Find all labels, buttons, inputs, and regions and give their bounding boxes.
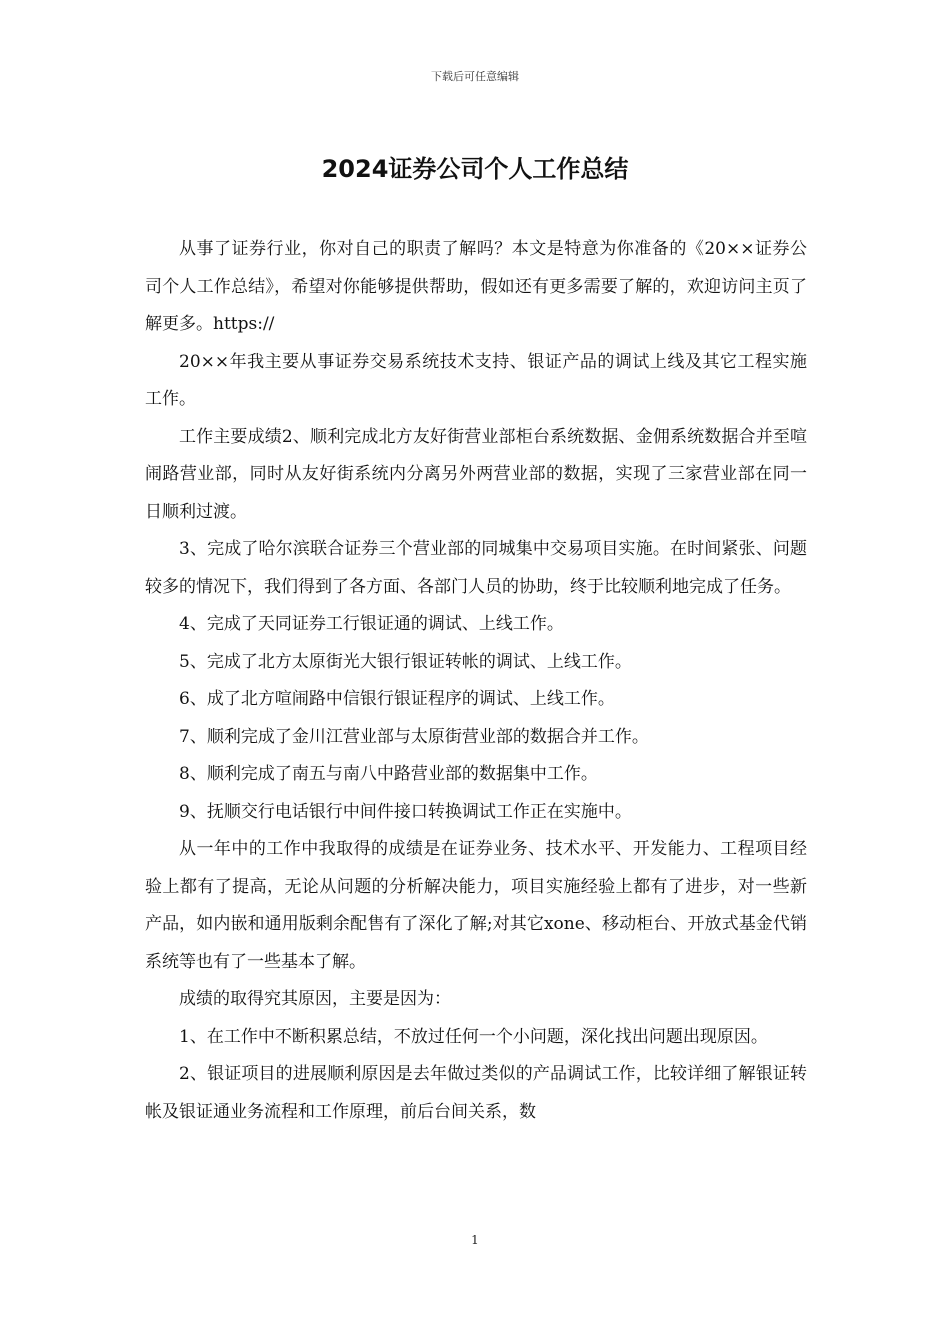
paragraph-achievement-8: 8、顺利完成了南五与南八中路营业部的数据集中工作。 <box>179 764 598 784</box>
document-title: 2024证券公司个人工作总结 <box>321 155 629 183</box>
paragraph-summary: 从一年中的工作中我取得的成绩是在证券业务、技术水平、开发能力、工程项目经验上都有了提高，无论从问题的分析解决能力，项目实施经验上都有了进步，对一些新产品，如内嵌和通用版剩余配售有了深化了解;对其它xone、移动柜台、开放式基金代销系统等也有了一些基本了解。 <box>145 839 807 972</box>
paragraph-reason-2: 2、银证项目的进展顺利原因是去年做过类似的产品调试工作，比较详细了解银证转帐及银证通业务流程和工作原理，前后台间关系，数 <box>145 1064 807 1122</box>
paragraph-achievement-4: 4、完成了天同证券工行银证通的调试、上线工作。 <box>179 614 564 634</box>
paragraph-achievement-9: 9、抚顺交行电话银行中间件接口转换调试工作正在实施中。 <box>179 801 632 822</box>
page-number: 1 <box>471 1233 479 1247</box>
paragraph-reasons-intro: 成绩的取得究其原因，主要是因为： <box>179 989 451 1009</box>
paragraph-achievement-6: 6、成了北方喧闹路中信银行银证程序的调试、上线工作。 <box>179 689 615 709</box>
paragraph-reason-1: 1、在工作中不断积累总结，不放过任何一个小问题，深化找出问题出现原因。 <box>179 1026 768 1047</box>
paragraph-intro: 从事了证券行业，你对自己的职责了解吗？本文是特意为你准备的《20××证券公司个人工作总结》，希望对你能够提供帮助，假如还有更多需要了解的，欢迎访问主页了解更多。https:// <box>145 239 807 334</box>
paragraph-achievement-2: 工作主要成绩2、顺利完成北方友好街营业部柜台系统数据、金佣系统数据合并至喧闹路营业部，同时从友好街系统内分离另外两营业部的数据，实现了三家营业部在同一日顺利过渡。 <box>145 426 807 522</box>
page-header-note: 下载后可任意编辑 <box>431 70 519 83</box>
paragraph-achievement-5: 5、完成了北方太原街光大银行银证转帐的调试、上线工作。 <box>179 651 632 672</box>
paragraph-overview: 20××年我主要从事证券交易系统技术支持、银证产品的调试上线及其它工程实施工作。 <box>145 351 807 409</box>
paragraph-achievement-3: 3、完成了哈尔滨联合证券三个营业部的同城集中交易项目实施。在时间紧张、问题较多的情况下，我们得到了各方面、各部门人员的协助，终于比较顺利地完成了任务。 <box>145 539 807 597</box>
paragraph-achievement-7: 7、顺利完成了金川江营业部与太原街营业部的数据合并工作。 <box>179 726 649 747</box>
document-body <box>145 231 807 1131</box>
